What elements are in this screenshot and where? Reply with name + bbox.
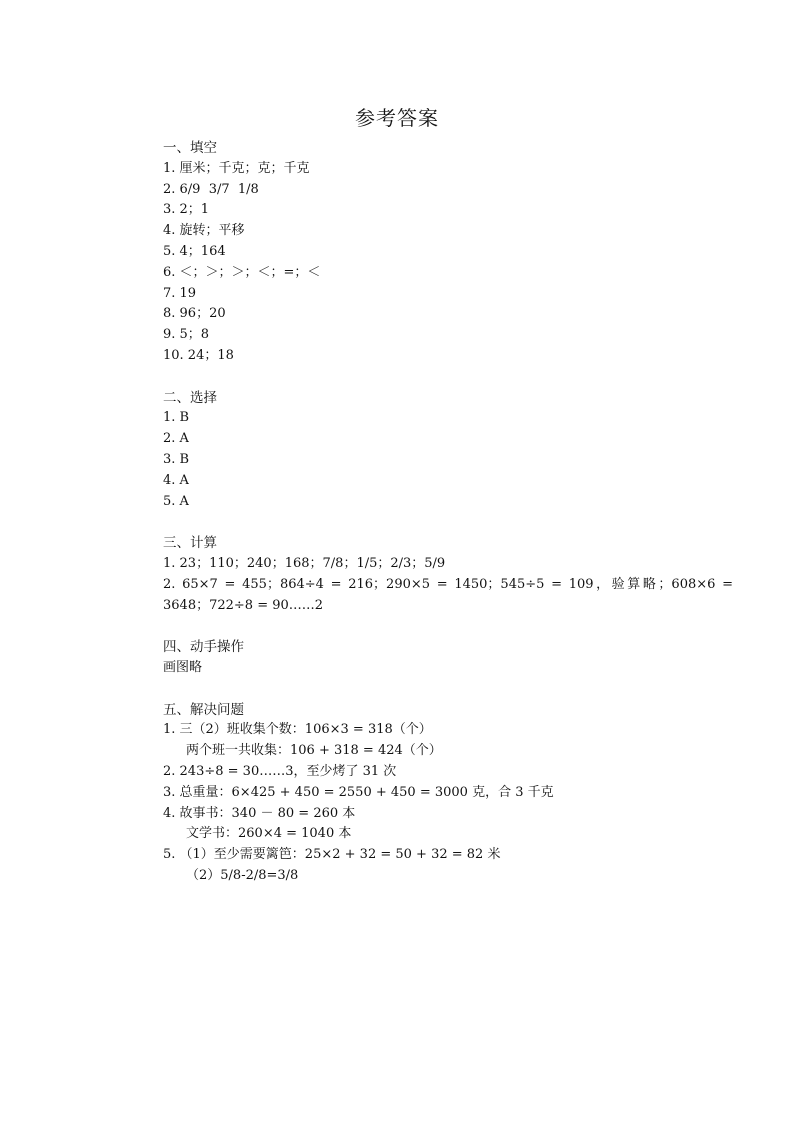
section-heading-fill: 一、填空 [163,140,217,156]
section-heading-solve: 五、解决问题 [163,701,244,718]
solve-answer-5-continued: （2）5/8-2/8=3/8 [186,867,299,883]
choice-answer-3: 3. B [163,451,190,467]
solve-answer-2: 2. 243÷8 = 30……3，至少烤了 31 次 [163,763,397,779]
choice-answer-5: 5. A [163,493,189,509]
calc-answer-2: 2. 65×7 = 455；864÷4 = 216；290×5 = 1450；545÷5 = 109，验算略；608×6 = 3648；722÷8 = 90……2 [163,576,733,613]
solve-answer-1: 1. 三（2）班收集个数：106×3 = 318（个） [163,722,432,738]
choice-answer-4: 4. A [163,472,189,488]
fill-answer-3: 3. 2；1 [163,202,210,218]
fill-answer-6: 6. ＜；＞；＞；＜；=；＜ [163,264,321,280]
fill-answer-1: 1. 厘米；千克；克；千克 [163,160,310,176]
calc-answer-1: 1. 23；110；240；168；7/8；1/5；2/3；5/9 [163,555,446,571]
fill-answer-8: 8. 96；20 [163,306,226,322]
section-spacer [163,367,733,388]
fill-answer-9: 9. 5；8 [163,327,210,343]
section-spacer [163,512,733,533]
fill-answer-10: 10. 24；18 [163,347,234,363]
section-heading-calc: 三、计算 [163,535,217,552]
choice-answer-1: 1. B [163,410,190,426]
fill-answer-5: 5. 4；164 [163,243,226,259]
solve-answer-4: 4. 故事书：340 － 80 = 260 本 [163,805,356,821]
section-spacer [163,616,733,637]
solve-answer-5: 5. （1）至少需要篱笆：25×2 + 32 = 50 + 32 = 82 米 [163,847,501,863]
solve-answer-4-continued: 文学书：260×4 = 1040 本 [186,826,352,842]
fill-answer-4: 4. 旋转；平移 [163,223,245,239]
section-heading-hands-on: 四、动手操作 [163,639,244,656]
fill-answer-7: 7. 19 [163,285,197,301]
choice-answer-2: 2. A [163,431,189,447]
fill-answer-2: 2. 6/9 3/7 1/8 [163,181,259,197]
answer-content [163,138,733,887]
hands-on-answer: 画图略 [163,659,203,675]
section-heading-choice: 二、选择 [163,389,217,406]
page-title: 参考答案 [355,106,439,130]
section-spacer [163,679,733,700]
solve-answer-3: 3. 总重量：6×425 + 450 = 2550 + 450 = 3000 克，合 3 千克 [163,784,554,800]
solve-answer-1-continued: 两个班一共收集：106 + 318 = 424（个） [186,743,442,759]
